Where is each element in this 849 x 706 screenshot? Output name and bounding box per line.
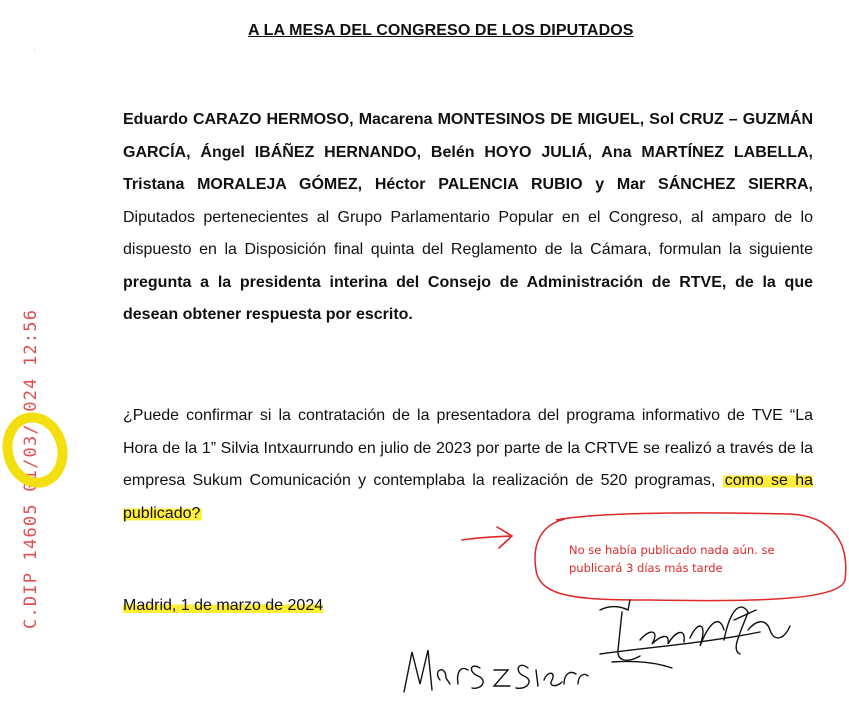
red-arrow xyxy=(462,527,512,548)
signature-second xyxy=(600,600,790,668)
question-paragraph xyxy=(123,400,813,530)
intro-body: Diputados pertenecientes al Grupo Parlamentario Popular en el Congreso, al amparo de lo dispuesto en la Disposición final quinta del Reglamento de la Cámara, formulan la siguiente xyxy=(123,208,813,258)
highlighted-phrase: como se ha publicado? xyxy=(123,472,813,522)
intro-paragraph xyxy=(123,104,813,332)
deputies-names: Eduardo CARAZO HERMOSO, Macarena MONTESINOS DE MIGUEL, Sol CRUZ – GUZMÁN GARCÍA, Ángel IBÁÑEZ HERNANDO, Belén HOYO JULIÁ, Ana MARTÍNEZ LABELLA, Tristana MORALEJA GÓMEZ, Héctor PALENCIA RUBIO y Mar SÁNCHEZ SIERRA, xyxy=(123,111,813,193)
document-title: A LA MESA DEL CONGRESO DE LOS DIPUTADOS xyxy=(248,22,634,39)
registry-stamp: C.DIP 14605 01/03/2024 12:56 xyxy=(21,308,41,629)
signature-mar-sanchez-sierra xyxy=(404,650,588,692)
question-text: ¿Puede confirmar si la contratación de la presentadora del programa informativo de TVE “La Hora de la 1” Silvia Intxaurrundo en julio de 2023 por parte de la CRTVE se realizó a través de la empresa Sukum Comunicación y contemplaba la realización de 520 programas, xyxy=(123,407,813,489)
date-text: Madrid, 1 de marzo de 2024 xyxy=(123,597,324,614)
handwritten-note: No se había publicado nada aún. se publicará 3 días más tarde xyxy=(569,543,775,575)
document-date xyxy=(123,597,323,615)
scan-mark: · xyxy=(33,45,36,54)
question-request: pregunta a la presidenta interina del Consejo de Administración de RTVE, de la que desean obtener respuesta por escrito. xyxy=(123,273,813,323)
